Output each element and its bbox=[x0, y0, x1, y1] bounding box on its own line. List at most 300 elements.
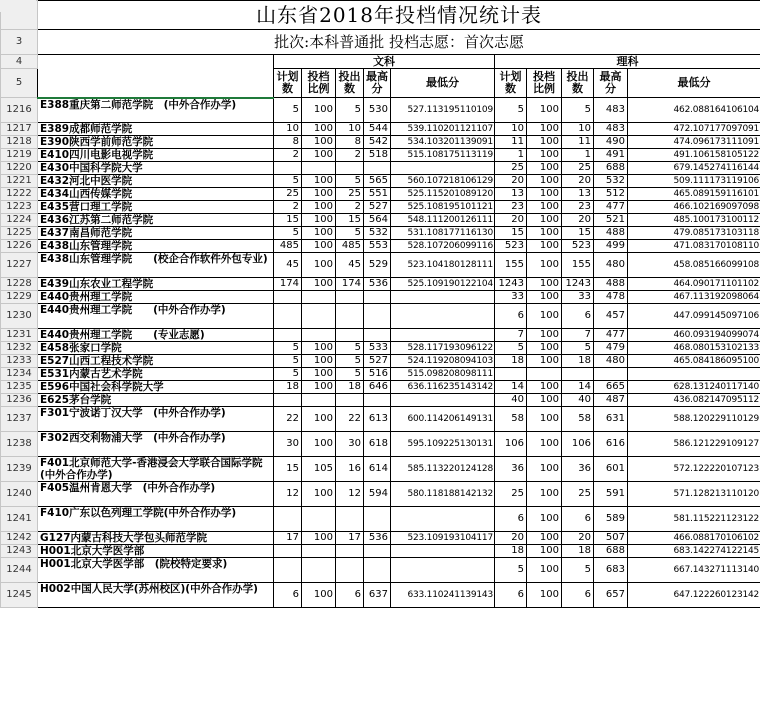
like-ratio-cell[interactable]: 100 bbox=[527, 407, 562, 432]
wenke-plan-cell[interactable]: 2 bbox=[274, 149, 302, 162]
like-min-score-cell[interactable]: 465.089159116101 bbox=[628, 188, 760, 201]
like-max-score-cell[interactable]: 591 bbox=[594, 482, 628, 507]
wenke-max-score-cell[interactable]: 529 bbox=[364, 253, 391, 278]
wenke-plan-cell[interactable]: 17 bbox=[274, 532, 302, 545]
row-number[interactable]: 1245 bbox=[1, 583, 38, 608]
wenke-min-score-cell[interactable]: 534.103201139091 bbox=[391, 136, 495, 149]
like-plan-cell[interactable]: 106 bbox=[495, 432, 527, 457]
like-ratio-cell[interactable]: 100 bbox=[527, 482, 562, 507]
wenke-max-score-cell[interactable]: 532 bbox=[364, 227, 391, 240]
like-ratio-cell[interactable]: 100 bbox=[527, 136, 562, 149]
wenke-admitted-cell[interactable]: 18 bbox=[336, 381, 364, 394]
row-number[interactable]: 1216 bbox=[1, 98, 38, 123]
like-admitted-cell[interactable]: 10 bbox=[562, 123, 594, 136]
wenke-min-score-cell[interactable]: 585.113220124128 bbox=[391, 457, 495, 482]
wenke-max-score-cell[interactable]: 594 bbox=[364, 482, 391, 507]
like-max-score-cell[interactable]: 688 bbox=[594, 162, 628, 175]
row-number[interactable]: 1243 bbox=[1, 545, 38, 558]
like-plan-cell[interactable]: 13 bbox=[495, 188, 527, 201]
like-ratio-cell[interactable]: 100 bbox=[527, 175, 562, 188]
like-min-score-cell[interactable]: 628.131240117140 bbox=[628, 381, 760, 394]
wenke-admitted-cell[interactable]: 45 bbox=[336, 253, 364, 278]
like-admitted-cell[interactable]: 15 bbox=[562, 227, 594, 240]
school-name-cell[interactable]: F405温州肯恩大学 (中外合作办学) bbox=[38, 482, 274, 507]
row-number[interactable]: 1244 bbox=[1, 558, 38, 583]
school-name-cell[interactable]: E438山东管理学院 bbox=[38, 240, 274, 253]
like-plan-cell[interactable]: 20 bbox=[495, 214, 527, 227]
wenke-plan-cell[interactable] bbox=[274, 558, 302, 583]
wenke-plan-cell[interactable] bbox=[274, 304, 302, 329]
like-min-score-cell[interactable]: 679.145274116144 bbox=[628, 162, 760, 175]
like-ratio-cell[interactable]: 100 bbox=[527, 507, 562, 532]
wenke-admitted-cell[interactable]: 5 bbox=[336, 98, 364, 123]
like-max-score-cell[interactable]: 512 bbox=[594, 188, 628, 201]
like-admitted-cell[interactable]: 36 bbox=[562, 457, 594, 482]
like-ratio-cell[interactable] bbox=[527, 368, 562, 381]
wenke-admitted-cell[interactable] bbox=[336, 304, 364, 329]
wenke-ratio-cell[interactable]: 100 bbox=[302, 227, 336, 240]
row-number[interactable]: 1238 bbox=[1, 432, 38, 457]
like-max-score-cell[interactable]: 480 bbox=[594, 355, 628, 368]
like-min-score-cell[interactable]: 572.122220107123 bbox=[628, 457, 760, 482]
like-plan-cell[interactable]: 5 bbox=[495, 98, 527, 123]
like-ratio-cell[interactable]: 100 bbox=[527, 123, 562, 136]
wenke-admitted-cell[interactable]: 30 bbox=[336, 432, 364, 457]
like-min-score-cell[interactable]: 472.107177097091 bbox=[628, 123, 760, 136]
like-max-score-cell[interactable]: 488 bbox=[594, 227, 628, 240]
wenke-admitted-cell[interactable] bbox=[336, 558, 364, 583]
school-name-cell[interactable]: E388重庆第二师范学院 (中外合作办学) bbox=[38, 98, 274, 123]
wenke-plan-cell[interactable]: 10 bbox=[274, 123, 302, 136]
wenke-ratio-cell[interactable]: 100 bbox=[302, 381, 336, 394]
like-min-score-cell[interactable]: 462.088164106104 bbox=[628, 98, 760, 123]
like-min-score-cell[interactable]: 466.102169097098 bbox=[628, 201, 760, 214]
wenke-ratio-cell[interactable]: 100 bbox=[302, 355, 336, 368]
wenke-plan-cell[interactable] bbox=[274, 545, 302, 558]
wenke-min-score-cell[interactable]: 527.113195110109 bbox=[391, 98, 495, 123]
wenke-admitted-cell[interactable]: 25 bbox=[336, 188, 364, 201]
row-number[interactable]: 1220 bbox=[1, 162, 38, 175]
wenke-min-score-cell[interactable]: 523.104180128111 bbox=[391, 253, 495, 278]
like-min-score-cell[interactable]: 581.115221123122 bbox=[628, 507, 760, 532]
like-admitted-cell[interactable]: 25 bbox=[562, 162, 594, 175]
school-name-cell[interactable]: E390陕西学前师范学院 bbox=[38, 136, 274, 149]
like-min-score-cell[interactable]: 466.088170106102 bbox=[628, 532, 760, 545]
like-min-score-cell[interactable]: 467.113192098064 bbox=[628, 291, 760, 304]
row-number[interactable]: 1227 bbox=[1, 253, 38, 278]
school-name-cell[interactable]: E430中国科学院大学 bbox=[38, 162, 274, 175]
wenke-ratio-cell[interactable] bbox=[302, 329, 336, 342]
wenke-plan-cell[interactable]: 5 bbox=[274, 175, 302, 188]
wenke-plan-cell[interactable] bbox=[274, 394, 302, 407]
row-number[interactable]: 1240 bbox=[1, 482, 38, 507]
wenke-min-score-cell[interactable]: 528.117193096122 bbox=[391, 342, 495, 355]
wenke-plan-cell[interactable]: 2 bbox=[274, 201, 302, 214]
wenke-ratio-cell[interactable] bbox=[302, 545, 336, 558]
like-ratio-cell[interactable]: 100 bbox=[527, 201, 562, 214]
like-plan-cell[interactable]: 6 bbox=[495, 507, 527, 532]
wenke-min-score-cell[interactable]: 560.107218106129 bbox=[391, 175, 495, 188]
wenke-admitted-cell[interactable]: 8 bbox=[336, 136, 364, 149]
like-admitted-cell[interactable]: 14 bbox=[562, 381, 594, 394]
wenke-ratio-cell[interactable] bbox=[302, 304, 336, 329]
wenke-max-score-cell[interactable]: 613 bbox=[364, 407, 391, 432]
like-max-score-cell[interactable]: 491 bbox=[594, 149, 628, 162]
wenke-max-score-cell[interactable]: 516 bbox=[364, 368, 391, 381]
wenke-plan-cell[interactable]: 45 bbox=[274, 253, 302, 278]
wenke-min-score-cell[interactable]: 548.111200126111 bbox=[391, 214, 495, 227]
wenke-admitted-cell[interactable]: 10 bbox=[336, 123, 364, 136]
like-min-score-cell[interactable]: 464.090171101102 bbox=[628, 278, 760, 291]
wenke-max-score-cell[interactable]: 536 bbox=[364, 532, 391, 545]
like-plan-cell[interactable]: 155 bbox=[495, 253, 527, 278]
wenke-plan-cell[interactable]: 15 bbox=[274, 214, 302, 227]
like-ratio-cell[interactable]: 100 bbox=[527, 355, 562, 368]
like-max-score-cell[interactable]: 480 bbox=[594, 253, 628, 278]
wenke-max-score-cell[interactable]: 518 bbox=[364, 149, 391, 162]
like-max-score-cell[interactable]: 479 bbox=[594, 342, 628, 355]
like-min-score-cell[interactable]: 485.100173100112 bbox=[628, 214, 760, 227]
row-number[interactable]: 1217 bbox=[1, 123, 38, 136]
like-ratio-cell[interactable]: 100 bbox=[527, 545, 562, 558]
like-max-score-cell[interactable]: 683 bbox=[594, 558, 628, 583]
like-max-score-cell[interactable] bbox=[594, 368, 628, 381]
like-admitted-cell[interactable]: 6 bbox=[562, 304, 594, 329]
like-ratio-cell[interactable]: 100 bbox=[527, 329, 562, 342]
like-admitted-cell[interactable]: 6 bbox=[562, 507, 594, 532]
wenke-ratio-cell[interactable]: 100 bbox=[302, 253, 336, 278]
wenke-min-score-cell[interactable]: 525.109190122104 bbox=[391, 278, 495, 291]
wenke-plan-cell[interactable]: 30 bbox=[274, 432, 302, 457]
wenke-max-score-cell[interactable] bbox=[364, 394, 391, 407]
like-plan-cell[interactable]: 20 bbox=[495, 532, 527, 545]
like-max-score-cell[interactable]: 616 bbox=[594, 432, 628, 457]
wenke-plan-cell[interactable]: 5 bbox=[274, 227, 302, 240]
wenke-plan-cell[interactable] bbox=[274, 291, 302, 304]
school-name-cell[interactable]: F401北京师范大学-香港浸会大学联合国际学院(中外合作办学) bbox=[38, 457, 274, 482]
like-max-score-cell[interactable]: 589 bbox=[594, 507, 628, 532]
like-ratio-cell[interactable]: 100 bbox=[527, 227, 562, 240]
wenke-min-score-cell[interactable]: 528.107206099116 bbox=[391, 240, 495, 253]
wenke-admitted-cell[interactable]: 16 bbox=[336, 457, 364, 482]
wenke-plan-cell[interactable]: 5 bbox=[274, 368, 302, 381]
like-plan-cell[interactable]: 7 bbox=[495, 329, 527, 342]
like-min-score-cell[interactable]: 458.085166099108 bbox=[628, 253, 760, 278]
like-admitted-cell[interactable]: 25 bbox=[562, 482, 594, 507]
like-min-score-cell[interactable]: 588.120229110129 bbox=[628, 407, 760, 432]
like-admitted-cell[interactable]: 20 bbox=[562, 175, 594, 188]
like-admitted-cell[interactable]: 6 bbox=[562, 583, 594, 608]
like-plan-cell[interactable]: 23 bbox=[495, 201, 527, 214]
row-number[interactable]: 1231 bbox=[1, 329, 38, 342]
like-ratio-cell[interactable]: 100 bbox=[527, 214, 562, 227]
like-admitted-cell[interactable]: 20 bbox=[562, 532, 594, 545]
wenke-plan-cell[interactable]: 8 bbox=[274, 136, 302, 149]
school-name-cell[interactable]: H002中国人民大学(苏州校区)(中外合作办学) bbox=[38, 583, 274, 608]
wenke-min-score-cell[interactable] bbox=[391, 558, 495, 583]
like-admitted-cell[interactable]: 1 bbox=[562, 149, 594, 162]
wenke-max-score-cell[interactable] bbox=[364, 162, 391, 175]
wenke-max-score-cell[interactable]: 646 bbox=[364, 381, 391, 394]
row-number[interactable]: 1229 bbox=[1, 291, 38, 304]
wenke-max-score-cell[interactable]: 536 bbox=[364, 278, 391, 291]
like-plan-cell[interactable]: 25 bbox=[495, 482, 527, 507]
school-name-cell[interactable]: F301宁波诺丁汉大学 (中外合作办学) bbox=[38, 407, 274, 432]
wenke-ratio-cell[interactable]: 100 bbox=[302, 214, 336, 227]
school-name-cell[interactable]: E438山东管理学院 (校企合作软件外包专业) bbox=[38, 253, 274, 278]
like-ratio-cell[interactable]: 100 bbox=[527, 304, 562, 329]
like-plan-cell[interactable] bbox=[495, 368, 527, 381]
wenke-max-score-cell[interactable]: 527 bbox=[364, 201, 391, 214]
like-plan-cell[interactable]: 523 bbox=[495, 240, 527, 253]
wenke-max-score-cell[interactable] bbox=[364, 329, 391, 342]
like-plan-cell[interactable]: 18 bbox=[495, 545, 527, 558]
like-ratio-cell[interactable]: 100 bbox=[527, 188, 562, 201]
wenke-max-score-cell[interactable] bbox=[364, 304, 391, 329]
row-number[interactable]: 1225 bbox=[1, 227, 38, 240]
row-number[interactable]: 1234 bbox=[1, 368, 38, 381]
wenke-min-score-cell[interactable]: 524.119208094103 bbox=[391, 355, 495, 368]
school-name-cell[interactable]: E458张家口学院 bbox=[38, 342, 274, 355]
wenke-plan-cell[interactable]: 12 bbox=[274, 482, 302, 507]
wenke-max-score-cell[interactable]: 544 bbox=[364, 123, 391, 136]
wenke-ratio-cell[interactable]: 100 bbox=[302, 532, 336, 545]
wenke-max-score-cell[interactable]: 553 bbox=[364, 240, 391, 253]
like-ratio-cell[interactable]: 100 bbox=[527, 457, 562, 482]
wenke-ratio-cell[interactable]: 100 bbox=[302, 482, 336, 507]
wenke-plan-cell[interactable]: 174 bbox=[274, 278, 302, 291]
row-number[interactable]: 5 bbox=[1, 69, 38, 98]
like-admitted-cell[interactable]: 106 bbox=[562, 432, 594, 457]
wenke-ratio-cell[interactable]: 100 bbox=[302, 240, 336, 253]
wenke-admitted-cell[interactable]: 12 bbox=[336, 482, 364, 507]
wenke-max-score-cell[interactable] bbox=[364, 558, 391, 583]
like-min-score-cell[interactable]: 647.122260123142 bbox=[628, 583, 760, 608]
school-name-cell[interactable]: E440贵州理工学院 (专业志愿) bbox=[38, 329, 274, 342]
wenke-ratio-cell[interactable]: 100 bbox=[302, 368, 336, 381]
row-number[interactable]: 1236 bbox=[1, 394, 38, 407]
like-ratio-cell[interactable]: 100 bbox=[527, 253, 562, 278]
wenke-max-score-cell[interactable]: 527 bbox=[364, 355, 391, 368]
like-admitted-cell[interactable]: 155 bbox=[562, 253, 594, 278]
like-max-score-cell[interactable]: 457 bbox=[594, 304, 628, 329]
wenke-admitted-cell[interactable]: 5 bbox=[336, 175, 364, 188]
wenke-min-score-cell[interactable]: 633.110241139143 bbox=[391, 583, 495, 608]
like-plan-cell[interactable]: 6 bbox=[495, 583, 527, 608]
wenke-min-score-cell[interactable] bbox=[391, 291, 495, 304]
wenke-min-score-cell[interactable]: 595.109225130131 bbox=[391, 432, 495, 457]
wenke-admitted-cell[interactable] bbox=[336, 291, 364, 304]
wenke-min-score-cell[interactable]: 636.116235143142 bbox=[391, 381, 495, 394]
like-plan-cell[interactable]: 5 bbox=[495, 558, 527, 583]
like-max-score-cell[interactable]: 490 bbox=[594, 136, 628, 149]
like-max-score-cell[interactable]: 521 bbox=[594, 214, 628, 227]
row-number[interactable]: 1221 bbox=[1, 175, 38, 188]
school-name-cell[interactable]: H001北京大学医学部 bbox=[38, 545, 274, 558]
school-name-cell[interactable]: E389成都师范学院 bbox=[38, 123, 274, 136]
like-plan-cell[interactable]: 58 bbox=[495, 407, 527, 432]
like-max-score-cell[interactable]: 477 bbox=[594, 201, 628, 214]
like-admitted-cell[interactable]: 40 bbox=[562, 394, 594, 407]
wenke-ratio-cell[interactable]: 100 bbox=[302, 278, 336, 291]
like-admitted-cell[interactable]: 1243 bbox=[562, 278, 594, 291]
wenke-admitted-cell[interactable]: 174 bbox=[336, 278, 364, 291]
school-name-cell[interactable]: E440贵州理工学院 bbox=[38, 291, 274, 304]
like-admitted-cell[interactable]: 18 bbox=[562, 355, 594, 368]
like-max-score-cell[interactable]: 507 bbox=[594, 532, 628, 545]
like-min-score-cell[interactable]: 586.121229109127 bbox=[628, 432, 760, 457]
like-ratio-cell[interactable]: 100 bbox=[527, 558, 562, 583]
wenke-min-score-cell[interactable] bbox=[391, 545, 495, 558]
row-number[interactable]: 1222 bbox=[1, 188, 38, 201]
row-number[interactable]: 1224 bbox=[1, 214, 38, 227]
wenke-ratio-cell[interactable]: 100 bbox=[302, 149, 336, 162]
wenke-min-score-cell[interactable] bbox=[391, 507, 495, 532]
wenke-admitted-cell[interactable]: 2 bbox=[336, 149, 364, 162]
like-ratio-cell[interactable]: 100 bbox=[527, 149, 562, 162]
like-max-score-cell[interactable]: 665 bbox=[594, 381, 628, 394]
wenke-min-score-cell[interactable] bbox=[391, 162, 495, 175]
wenke-admitted-cell[interactable] bbox=[336, 162, 364, 175]
like-plan-cell[interactable]: 15 bbox=[495, 227, 527, 240]
like-plan-cell[interactable]: 33 bbox=[495, 291, 527, 304]
like-plan-cell[interactable]: 40 bbox=[495, 394, 527, 407]
wenke-plan-cell[interactable]: 5 bbox=[274, 342, 302, 355]
wenke-admitted-cell[interactable]: 5 bbox=[336, 355, 364, 368]
wenke-plan-cell[interactable]: 22 bbox=[274, 407, 302, 432]
like-max-score-cell[interactable]: 478 bbox=[594, 291, 628, 304]
wenke-admitted-cell[interactable]: 5 bbox=[336, 368, 364, 381]
like-admitted-cell[interactable] bbox=[562, 368, 594, 381]
like-max-score-cell[interactable]: 532 bbox=[594, 175, 628, 188]
wenke-admitted-cell[interactable]: 5 bbox=[336, 227, 364, 240]
wenke-ratio-cell[interactable] bbox=[302, 558, 336, 583]
like-max-score-cell[interactable]: 631 bbox=[594, 407, 628, 432]
wenke-plan-cell[interactable]: 5 bbox=[274, 355, 302, 368]
wenke-min-score-cell[interactable] bbox=[391, 394, 495, 407]
like-min-score-cell[interactable]: 683.142274122145 bbox=[628, 545, 760, 558]
school-name-cell[interactable]: E410四川电影电视学院 bbox=[38, 149, 274, 162]
wenke-ratio-cell[interactable]: 100 bbox=[302, 583, 336, 608]
wenke-ratio-cell[interactable] bbox=[302, 394, 336, 407]
row-number[interactable]: 1233 bbox=[1, 355, 38, 368]
row-number[interactable]: 1230 bbox=[1, 304, 38, 329]
like-admitted-cell[interactable]: 33 bbox=[562, 291, 594, 304]
school-name-cell[interactable]: E434山西传媒学院 bbox=[38, 188, 274, 201]
like-plan-cell[interactable]: 5 bbox=[495, 342, 527, 355]
wenke-min-score-cell[interactable]: 523.109193104117 bbox=[391, 532, 495, 545]
like-ratio-cell[interactable]: 100 bbox=[527, 291, 562, 304]
like-admitted-cell[interactable]: 5 bbox=[562, 342, 594, 355]
like-admitted-cell[interactable]: 11 bbox=[562, 136, 594, 149]
wenke-plan-cell[interactable]: 485 bbox=[274, 240, 302, 253]
like-admitted-cell[interactable]: 13 bbox=[562, 188, 594, 201]
row-number[interactable]: 3 bbox=[1, 30, 38, 55]
wenke-admitted-cell[interactable] bbox=[336, 545, 364, 558]
like-ratio-cell[interactable]: 100 bbox=[527, 278, 562, 291]
like-max-score-cell[interactable]: 487 bbox=[594, 394, 628, 407]
like-plan-cell[interactable]: 1243 bbox=[495, 278, 527, 291]
like-max-score-cell[interactable]: 657 bbox=[594, 583, 628, 608]
like-max-score-cell[interactable]: 688 bbox=[594, 545, 628, 558]
like-plan-cell[interactable]: 14 bbox=[495, 381, 527, 394]
wenke-ratio-cell[interactable]: 100 bbox=[302, 136, 336, 149]
like-ratio-cell[interactable]: 100 bbox=[527, 342, 562, 355]
like-max-score-cell[interactable]: 483 bbox=[594, 123, 628, 136]
like-plan-cell[interactable]: 25 bbox=[495, 162, 527, 175]
school-name-cell[interactable]: E432河北中医学院 bbox=[38, 175, 274, 188]
like-min-score-cell[interactable]: 460.093194099074 bbox=[628, 329, 760, 342]
wenke-min-score-cell[interactable]: 525.108195101121 bbox=[391, 201, 495, 214]
row-number[interactable]: 1235 bbox=[1, 381, 38, 394]
wenke-ratio-cell[interactable]: 105 bbox=[302, 457, 336, 482]
row-number[interactable]: 4 bbox=[1, 55, 38, 69]
like-admitted-cell[interactable]: 523 bbox=[562, 240, 594, 253]
wenke-plan-cell[interactable]: 18 bbox=[274, 381, 302, 394]
like-ratio-cell[interactable]: 100 bbox=[527, 240, 562, 253]
wenke-plan-cell[interactable]: 6 bbox=[274, 583, 302, 608]
school-name-cell[interactable]: E625茅台学院 bbox=[38, 394, 274, 407]
wenke-ratio-cell[interactable]: 100 bbox=[302, 201, 336, 214]
wenke-ratio-cell[interactable]: 100 bbox=[302, 175, 336, 188]
school-name-cell[interactable]: E531内蒙古艺术学院 bbox=[38, 368, 274, 381]
like-min-score-cell[interactable]: 447.099145097106 bbox=[628, 304, 760, 329]
wenke-min-score-cell[interactable]: 515.098208098111 bbox=[391, 368, 495, 381]
like-ratio-cell[interactable]: 100 bbox=[527, 432, 562, 457]
wenke-ratio-cell[interactable]: 100 bbox=[302, 188, 336, 201]
wenke-max-score-cell[interactable]: 614 bbox=[364, 457, 391, 482]
school-name-cell[interactable]: E596中国社会科学院大学 bbox=[38, 381, 274, 394]
like-min-score-cell[interactable]: 509.111173119106 bbox=[628, 175, 760, 188]
wenke-admitted-cell[interactable] bbox=[336, 394, 364, 407]
wenke-admitted-cell[interactable]: 17 bbox=[336, 532, 364, 545]
like-max-score-cell[interactable]: 477 bbox=[594, 329, 628, 342]
school-name-cell[interactable]: E437南昌师范学院 bbox=[38, 227, 274, 240]
wenke-min-score-cell[interactable] bbox=[391, 329, 495, 342]
like-plan-cell[interactable]: 1 bbox=[495, 149, 527, 162]
school-name-cell[interactable]: H001北京大学医学部 (院校特定要求) bbox=[38, 558, 274, 583]
wenke-admitted-cell[interactable]: 15 bbox=[336, 214, 364, 227]
row-number[interactable]: 1219 bbox=[1, 149, 38, 162]
wenke-min-score-cell[interactable]: 600.114206149131 bbox=[391, 407, 495, 432]
like-ratio-cell[interactable]: 100 bbox=[527, 394, 562, 407]
like-admitted-cell[interactable]: 58 bbox=[562, 407, 594, 432]
like-admitted-cell[interactable]: 20 bbox=[562, 214, 594, 227]
like-plan-cell[interactable]: 20 bbox=[495, 175, 527, 188]
wenke-plan-cell[interactable] bbox=[274, 507, 302, 532]
wenke-max-score-cell[interactable]: 551 bbox=[364, 188, 391, 201]
row-number[interactable]: 1226 bbox=[1, 240, 38, 253]
like-min-score-cell[interactable]: 491.106158105122 bbox=[628, 149, 760, 162]
wenke-plan-cell[interactable] bbox=[274, 329, 302, 342]
school-name-cell[interactable]: E436江苏第二师范学院 bbox=[38, 214, 274, 227]
like-min-score-cell[interactable]: 667.143271113140 bbox=[628, 558, 760, 583]
wenke-plan-cell[interactable]: 5 bbox=[274, 98, 302, 123]
like-ratio-cell[interactable]: 100 bbox=[527, 583, 562, 608]
row-number[interactable]: 1228 bbox=[1, 278, 38, 291]
wenke-max-score-cell[interactable]: 565 bbox=[364, 175, 391, 188]
row-number[interactable]: 1218 bbox=[1, 136, 38, 149]
wenke-admitted-cell[interactable]: 2 bbox=[336, 201, 364, 214]
wenke-max-score-cell[interactable]: 618 bbox=[364, 432, 391, 457]
wenke-admitted-cell[interactable]: 6 bbox=[336, 583, 364, 608]
wenke-min-score-cell[interactable]: 525.115201089120 bbox=[391, 188, 495, 201]
school-name-cell[interactable]: F302西交利物浦大学 (中外合作办学) bbox=[38, 432, 274, 457]
like-admitted-cell[interactable]: 23 bbox=[562, 201, 594, 214]
like-min-score-cell[interactable]: 474.096173111091 bbox=[628, 136, 760, 149]
wenke-ratio-cell[interactable] bbox=[302, 291, 336, 304]
school-name-cell[interactable]: E527山西工程技术学院 bbox=[38, 355, 274, 368]
